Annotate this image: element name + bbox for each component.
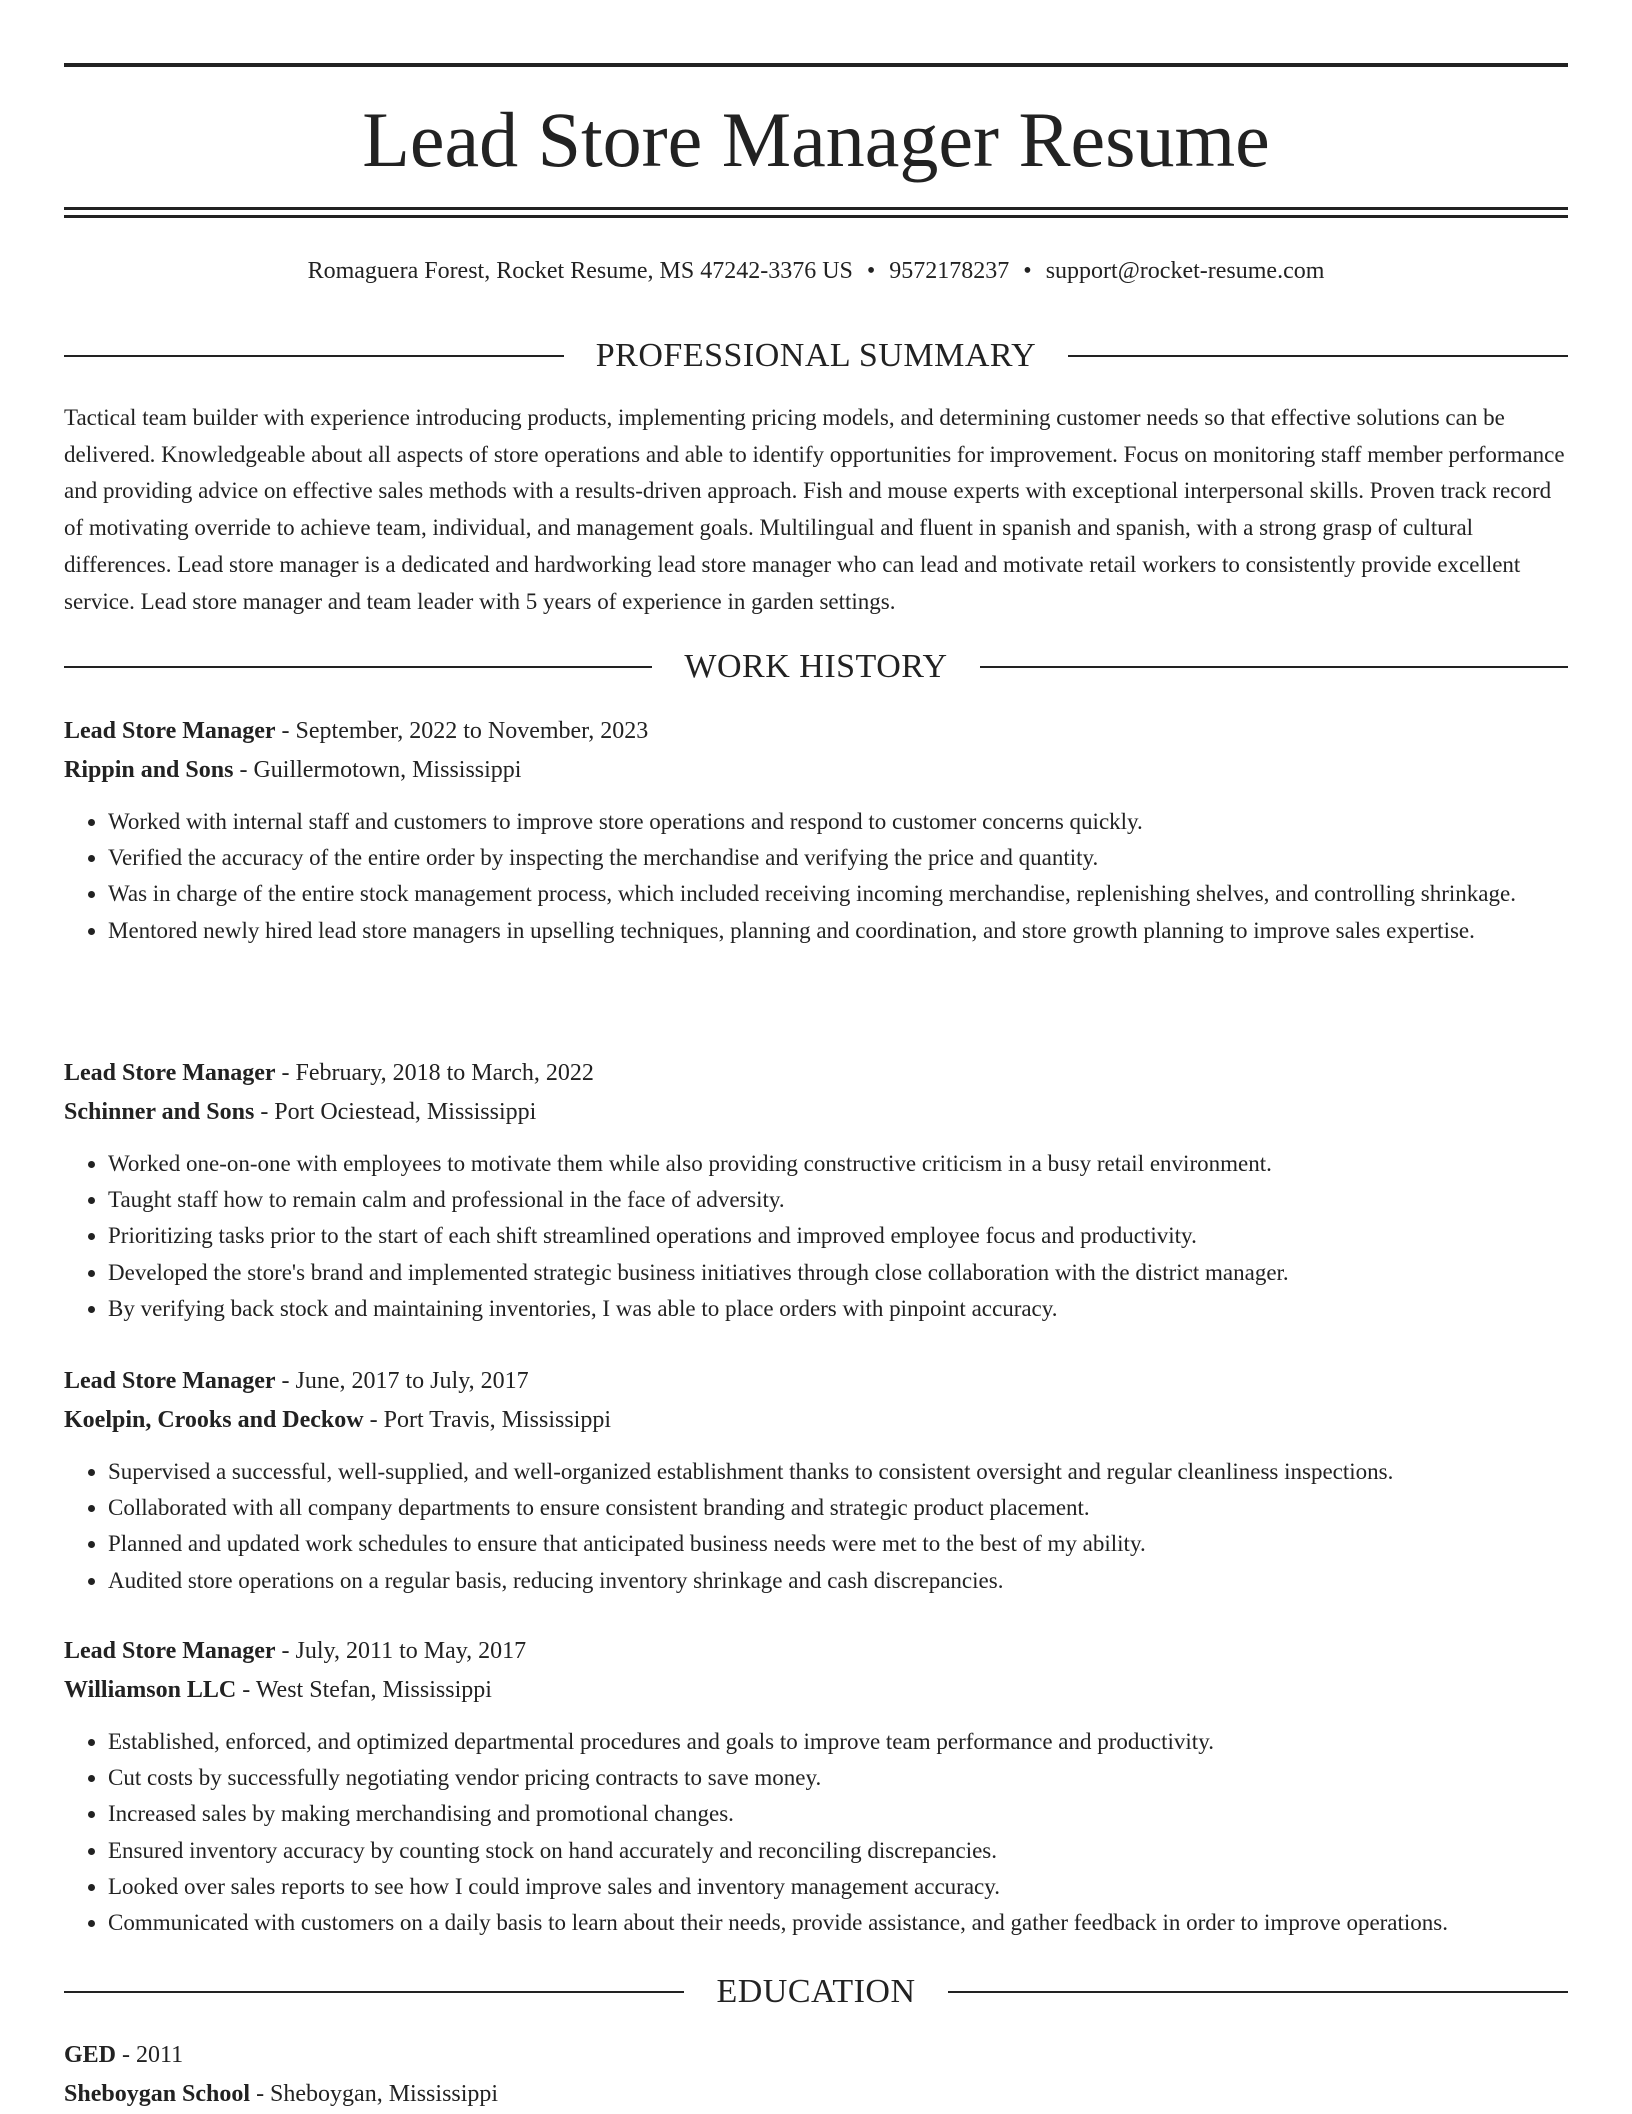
job-company: Williamson LLC: [64, 1677, 237, 1703]
education-degree: GED: [64, 2042, 117, 2068]
job-title: Lead Store Manager: [64, 718, 276, 744]
job-dates: - June, 2017 to July, 2017: [275, 1368, 529, 1394]
job-company-line: [64, 1671, 1568, 1710]
job-bullet: • Was in charge of the entire stock management process, which included receiving incoming merchandise, replenishing shelves, and controlling shrinkage.: [108, 876, 1568, 912]
job-bullet: • Audited store operations on a regular basis, reducing inventory shrinkage and cash discrepancies.: [108, 1563, 1568, 1599]
job-dates: - September, 2022 to November, 2023: [275, 718, 649, 744]
job-title-line: [64, 712, 1568, 751]
heading-rule-right: [948, 1991, 1568, 1993]
job-bullet: • Prioritizing tasks prior to the start of each shift streamlined operations and improved employee focus and productivity.: [108, 1218, 1568, 1254]
summary-text: Tactical team builder with experience introducing products, implementing pricing models, and determining customer needs so that effective solutions can be delivered. Knowledgeable about all aspects of store operations and able to identify opportunities for improvement. Focus on monitoring staff member performance and providing advice on effective sales methods with a results-driven approach. Fish and mouse experts with exceptional interpersonal skills. Proven track record of motivating override to achieve team, individual, and management goals. Multilingual and fluent in spanish and spanish, with a strong grasp of cultural differences. Lead store manager is a dedicated and hardworking lead store manager who can lead and motivate retail workers to consistently provide excellent service. Lead store manager and team leader with 5 years of experience in garden settings.: [64, 405, 1565, 614]
job-bullet: • Established, enforced, and optimized departmental procedures and goals to improve team performance and productivity.: [108, 1724, 1568, 1760]
heading-rule-left: [64, 1991, 684, 1993]
education-location: - Sheboygan, Mississippi: [250, 2081, 499, 2107]
education-entry: [64, 2036, 1568, 2114]
job-bullet: • By verifying back stock and maintaining inventories, I was able to place orders with pinpoint accuracy.: [108, 1291, 1568, 1327]
section-heading-work-history: [64, 647, 1568, 687]
education-year: - 2011: [116, 2042, 184, 2068]
section-heading-summary: [64, 336, 1568, 376]
job-bullet: • Communicated with customers on a daily basis to learn about their needs, provide assistance, and gather feedback in order to improve operations.: [108, 1905, 1568, 1941]
education-school: Sheboygan School: [64, 2081, 251, 2107]
job-bullet: • Worked one-on-one with employees to motivate them while also providing constructive criticism in a busy retail environment.: [108, 1146, 1568, 1182]
job-entry: [64, 712, 1568, 949]
job-bullet: • Increased sales by making merchandising and promotional changes.: [108, 1796, 1568, 1832]
job-title-line: [64, 1632, 1568, 1671]
job-entry: [64, 1632, 1568, 1941]
section-heading-education: [64, 1972, 1568, 2012]
job-title-line: [64, 1054, 1568, 1093]
job-bullet: • Verified the accuracy of the entire order by inspecting the merchandise and verifying the price and quantity.: [108, 840, 1568, 876]
job-bullet: • Collaborated with all company departments to ensure consistent branding and strategic product placement.: [108, 1490, 1568, 1526]
job-bullet: • Mentored newly hired lead store managers in upselling techniques, planning and coordination, and store growth planning to improve sales expertise.: [108, 913, 1568, 949]
heading-rule-right: [980, 666, 1568, 668]
job-bullets: [64, 1146, 1568, 1327]
section-title-work-history: WORK HISTORY: [684, 648, 948, 685]
job-title: Lead Store Manager: [64, 1060, 276, 1086]
contact-line: [64, 255, 1568, 287]
job-company-line: [64, 751, 1568, 790]
job-bullet: • Taught staff how to remain calm and professional in the face of adversity.: [108, 1182, 1568, 1218]
job-bullet: • Planned and updated work schedules to ensure that anticipated business needs were met to the best of my ability.: [108, 1526, 1568, 1562]
title-double-rule: [64, 207, 1568, 218]
job-bullets: [64, 804, 1568, 949]
section-title-education: EDUCATION: [716, 1973, 916, 2010]
job-company-line: [64, 1093, 1568, 1132]
resume-title: Lead Store Manager Resume: [362, 96, 1270, 183]
job-company: Koelpin, Crooks and Deckow: [64, 1407, 364, 1433]
job-bullet: • Worked with internal staff and customers to improve store operations and respond to customer concerns quickly.: [108, 804, 1568, 840]
job-bullet: • Looked over sales reports to see how I could improve sales and inventory management accuracy.: [108, 1869, 1568, 1905]
top-rule: [64, 63, 1568, 67]
job-title-line: [64, 1362, 1568, 1401]
job-location: - Guillermotown, Mississippi: [233, 757, 522, 783]
section-title-summary: PROFESSIONAL SUMMARY: [595, 337, 1037, 374]
job-dates: - July, 2011 to May, 2017: [275, 1638, 527, 1664]
job-dates: - February, 2018 to March, 2022: [275, 1060, 594, 1086]
heading-rule-left: [64, 666, 652, 668]
job-entry: [64, 1054, 1568, 1327]
education-school-line: [64, 2075, 1568, 2114]
heading-rule-left: [64, 355, 564, 357]
job-company: Schinner and Sons: [64, 1099, 255, 1125]
education-degree-line: [64, 2036, 1568, 2075]
job-title: Lead Store Manager: [64, 1638, 276, 1664]
job-bullets: [64, 1724, 1568, 1941]
job-bullet: • Ensured inventory accuracy by counting stock on hand accurately and reconciling discrepancies.: [108, 1833, 1568, 1869]
job-bullets: [64, 1454, 1568, 1599]
job-bullet: • Developed the store's brand and implemented strategic business initiatives through close collaboration with the district manager.: [108, 1255, 1568, 1291]
contact-phone: 9572178237: [889, 258, 1010, 284]
job-company-line: [64, 1401, 1568, 1440]
job-title: Lead Store Manager: [64, 1368, 276, 1394]
contact-address: Romaguera Forest, Rocket Resume, MS 47242-3376 US: [307, 258, 853, 284]
job-location: - Port Travis, Mississippi: [363, 1407, 612, 1433]
contact-separator: •: [866, 258, 876, 284]
heading-rule-right: [1068, 355, 1568, 357]
job-bullet: • Cut costs by successfully negotiating vendor pricing contracts to save money.: [108, 1760, 1568, 1796]
job-bullet: • Supervised a successful, well-supplied, and well-organized establishment thanks to consistent oversight and regular cleanliness inspections.: [108, 1454, 1568, 1490]
job-entry: [64, 1362, 1568, 1599]
job-company: Rippin and Sons: [64, 757, 234, 783]
job-location: - Port Ociestead, Mississippi: [254, 1099, 537, 1125]
contact-email: support@rocket-resume.com: [1045, 258, 1325, 284]
job-location: - West Stefan, Mississippi: [236, 1677, 492, 1703]
contact-separator: •: [1023, 258, 1032, 284]
